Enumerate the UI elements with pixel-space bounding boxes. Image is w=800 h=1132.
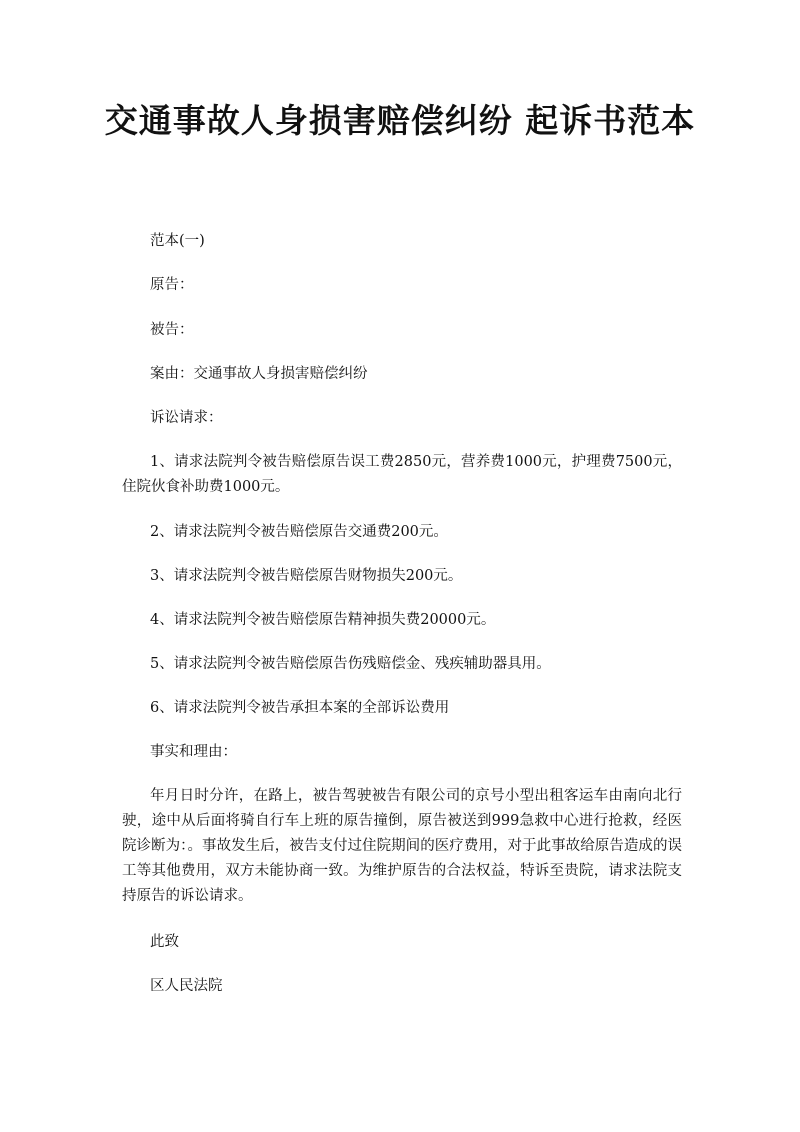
claim-item-5: 5、请求法院判令被告赔偿原告伤残赔偿金、残疾辅助器具用。 xyxy=(150,656,551,672)
claim-item-6: 6、请求法院判令被告承担本案的全部诉讼费用 xyxy=(150,700,450,716)
defendant-line: 被告： xyxy=(150,322,194,338)
claim-item-4: 4、请求法院判令被告赔偿原告精神损失费20000元。 xyxy=(150,612,496,628)
facts-body: 年月日时分许，在路上，被告驾驶被告有限公司的京号小型出租客运车由南向北行驶，途中从后面将骑自行车上班的原告撞倒，原告被送到999急救中心进行抢救，经医院诊断为：。事故发生后，被告支付过住院期间的医疗费用，对于此事故给原告造成的误工等其他费用，双方未能协商一致。为维护原告的合法权益，特诉至贵院，请求法院支持原告的诉讼请求。 xyxy=(122,788,682,904)
facts-heading: 事实和理由： xyxy=(150,744,237,760)
template-label: 范本(一) xyxy=(150,233,205,249)
closing-salutation: 此致 xyxy=(150,934,179,950)
claims-heading: 诉讼请求： xyxy=(150,410,223,426)
case-cause-line: 案由：交通事故人身损害赔偿纠纷 xyxy=(150,366,368,382)
claim-item-3: 3、请求法院判令被告赔偿原告财物损失200元。 xyxy=(150,568,463,584)
claim-item-2: 2、请求法院判令被告赔偿原告交通费200元。 xyxy=(150,524,448,540)
court-name: 区人民法院 xyxy=(150,978,223,994)
document-title: 交通事故人身损害赔偿纠纷 起诉书范本 xyxy=(104,101,696,140)
plaintiff-line: 原告： xyxy=(150,277,194,293)
claim-item-1: 1、请求法院判令被告赔偿原告误工费2850元，营养费1000元，护理费7500元，住院伙食补助费1000元。 xyxy=(122,454,682,495)
